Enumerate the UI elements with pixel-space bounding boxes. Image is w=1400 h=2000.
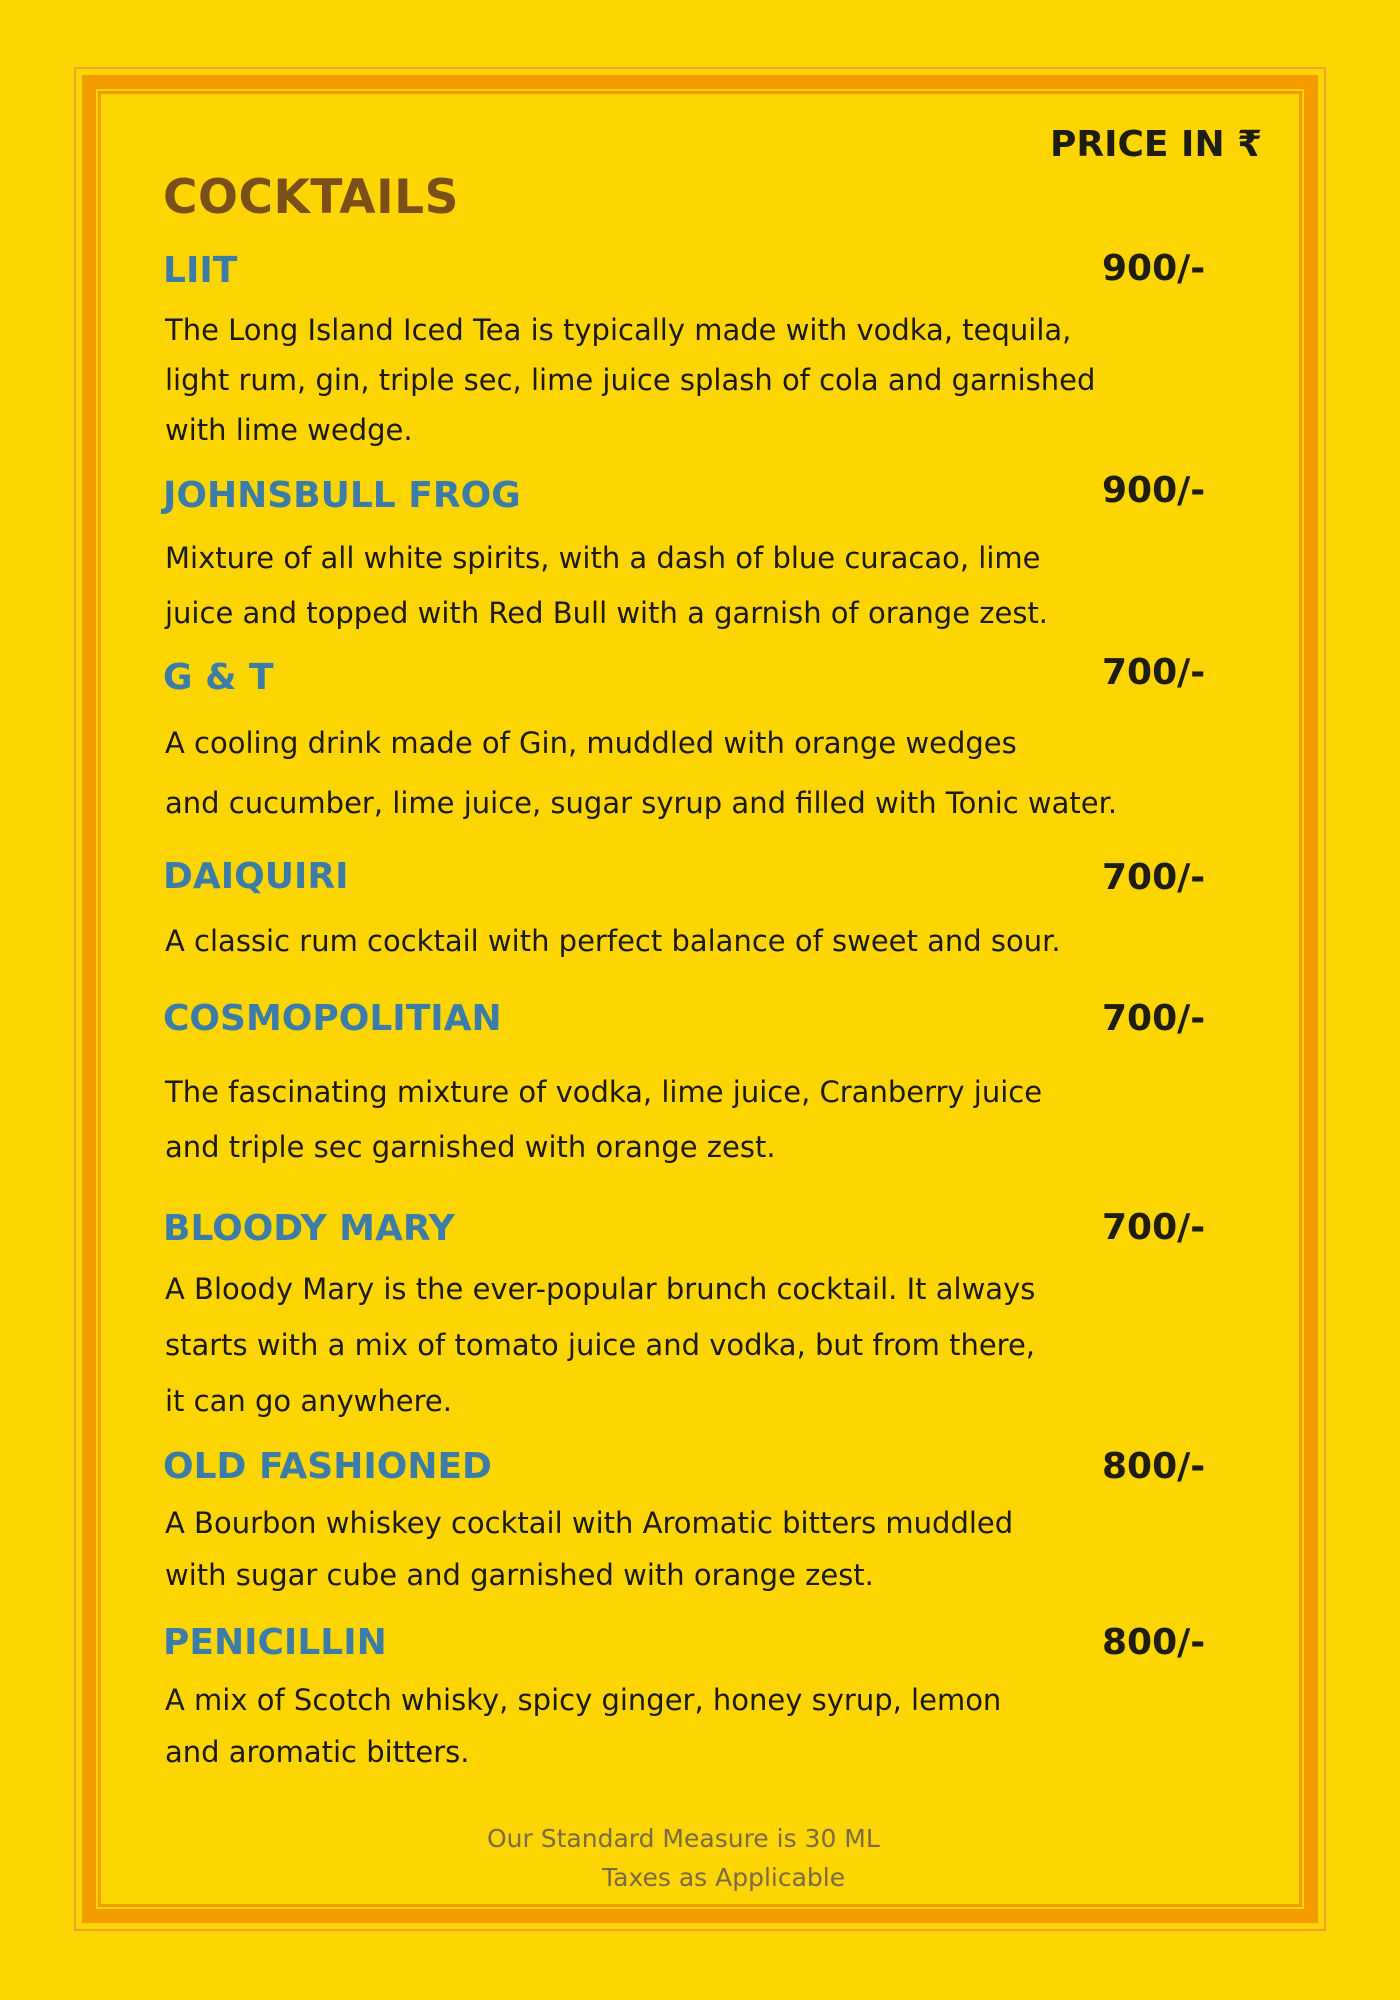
description-line: and cucumber, lime juice, sugar syrup and filled with Tonic water. xyxy=(165,786,1118,820)
item-name: G & T xyxy=(163,657,274,698)
item-description xyxy=(165,916,1061,966)
item-name: JOHNSBULL FROG xyxy=(163,475,521,516)
item-price: 700/- xyxy=(1102,652,1206,693)
description-line: it can go anywhere. xyxy=(165,1384,452,1418)
item-name: DAIQUIRI xyxy=(163,856,349,897)
item-price: 700/- xyxy=(1102,998,1206,1039)
description-line: Mixture of all white spirits, with a dash of blue curacao, lime xyxy=(165,541,1041,575)
description-line: starts with a mix of tomato juice and vodka, but from there, xyxy=(165,1328,1036,1362)
description-line: light rum, gin, triple sec, lime juice splash of cola and garnished xyxy=(165,363,1096,397)
item-name: PENICILLIN xyxy=(163,1622,387,1663)
description-line: A cooling drink made of Gin, muddled with orange wedges xyxy=(165,726,1017,760)
standard-measure-note: Our Standard Measure is 30 ML xyxy=(487,1824,880,1853)
price-header: PRICE IN ₹ xyxy=(1050,124,1263,165)
item-price: 800/- xyxy=(1102,1622,1206,1663)
description-line: with sugar cube and garnished with orange zest. xyxy=(165,1558,874,1592)
description-line: The fascinating mixture of vodka, lime juice, Cranberry juice xyxy=(165,1075,1043,1109)
description-line: The Long Island Iced Tea is typically made with vodka, tequila, xyxy=(165,313,1072,347)
description-line: with lime wedge. xyxy=(165,413,413,447)
item-name: LIIT xyxy=(163,250,238,291)
item-price: 700/- xyxy=(1102,857,1206,898)
item-price: 700/- xyxy=(1102,1207,1206,1248)
description-line: juice and topped with Red Bull with a garnish of orange zest. xyxy=(165,596,1049,630)
item-name: BLOODY MARY xyxy=(163,1208,455,1249)
item-description xyxy=(165,713,1117,833)
item-description xyxy=(165,305,1095,455)
item-description xyxy=(165,531,1048,641)
item-description xyxy=(165,1674,1001,1778)
description-line: A Bourbon whiskey cocktail with Aromatic bitters muddled xyxy=(165,1506,1014,1540)
item-price: 800/- xyxy=(1102,1446,1206,1487)
description-line: A Bloody Mary is the ever-popular brunch cocktail. It always xyxy=(165,1272,1036,1306)
item-price: 900/- xyxy=(1102,248,1206,289)
item-name: OLD FASHIONED xyxy=(163,1446,492,1487)
section-title: COCKTAILS xyxy=(163,170,459,225)
description-line: A classic rum cocktail with perfect balance of sweet and sour. xyxy=(165,924,1061,958)
item-description xyxy=(165,1497,1013,1601)
description-line: A mix of Scotch whisky, spicy ginger, honey syrup, lemon xyxy=(165,1683,1002,1717)
description-line: and triple sec garnished with orange zest. xyxy=(165,1130,776,1164)
item-description xyxy=(165,1065,1042,1175)
item-price: 900/- xyxy=(1102,470,1206,511)
description-line: and aromatic bitters. xyxy=(165,1735,470,1769)
item-name: COSMOPOLITIAN xyxy=(163,998,502,1039)
item-description xyxy=(165,1261,1035,1429)
taxes-note: Taxes as Applicable xyxy=(602,1863,846,1892)
